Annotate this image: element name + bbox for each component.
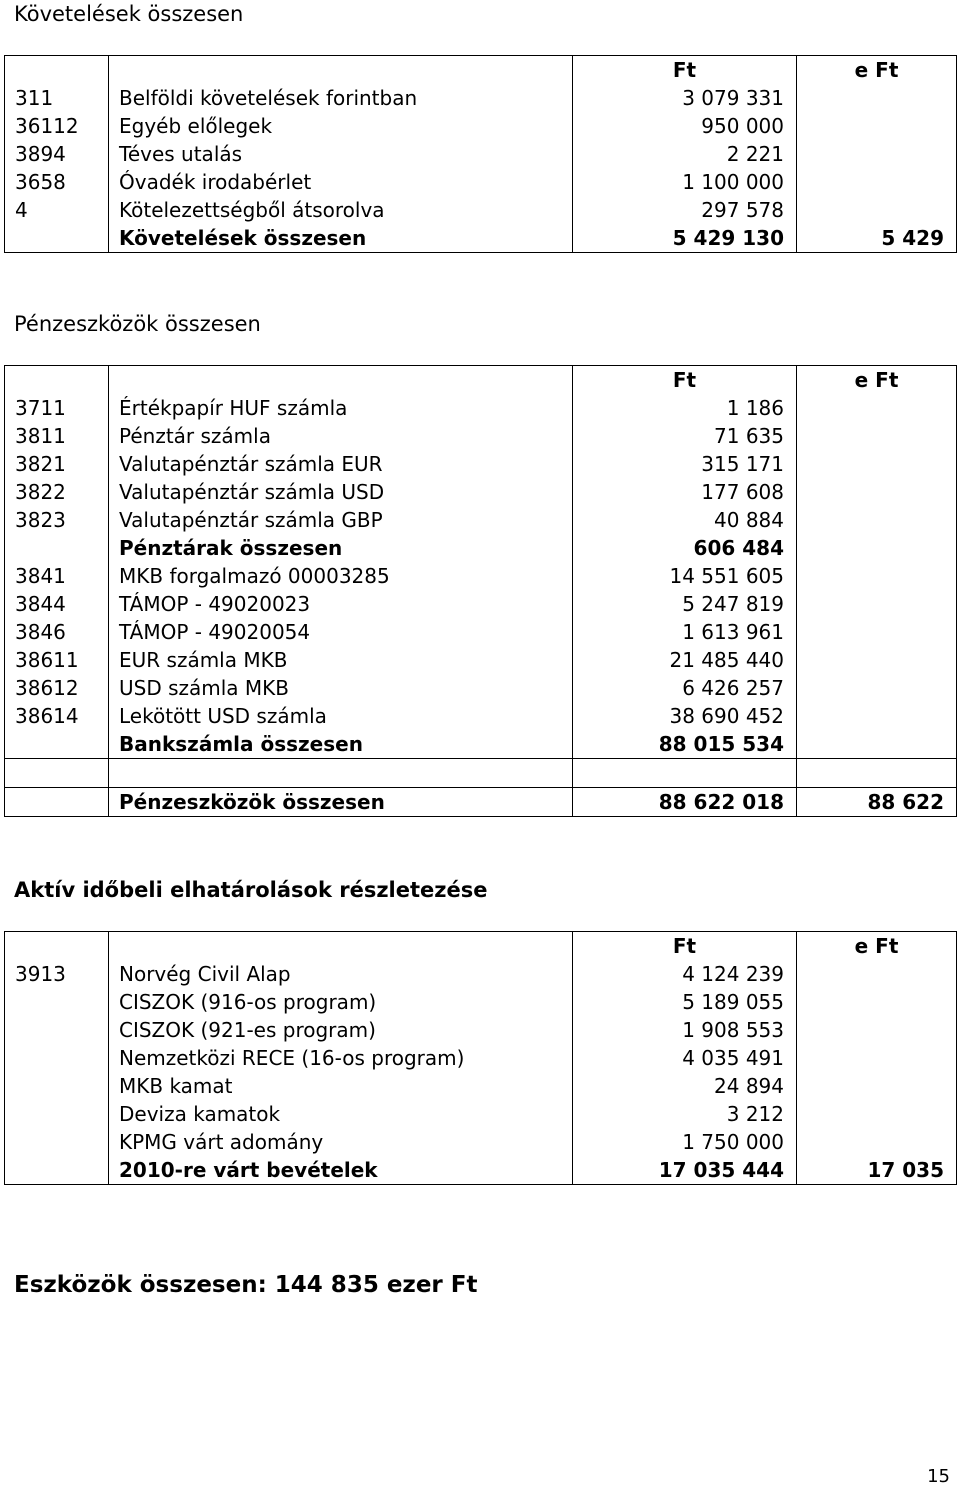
account-name: KPMG várt adomány — [109, 1128, 573, 1156]
account-code: 3841 — [5, 562, 109, 590]
amount-ft: 40 884 — [573, 506, 797, 534]
account-code — [5, 1072, 109, 1100]
table-row — [5, 422, 957, 450]
table-row — [5, 590, 957, 618]
table-row — [5, 618, 957, 646]
account-name: MKB kamat — [109, 1072, 573, 1100]
assets-total-summary: Eszközök összesen: 144 835 ezer Ft — [14, 1272, 478, 1298]
table-row — [5, 478, 957, 506]
table-row — [5, 988, 957, 1016]
account-code: 4 — [5, 196, 109, 224]
subtotal-label: Pénztárak összesen — [109, 534, 573, 562]
table-row — [5, 1100, 957, 1128]
empty-row — [5, 759, 957, 788]
amount-ft: 14 551 605 — [573, 562, 797, 590]
accruals-table — [4, 931, 957, 1185]
account-name: MKB forgalmazó 00003285 — [109, 562, 573, 590]
account-code: 3846 — [5, 618, 109, 646]
table-row — [5, 394, 957, 422]
account-code: 3822 — [5, 478, 109, 506]
amount-ft: 6 426 257 — [573, 674, 797, 702]
amount-ft: 71 635 — [573, 422, 797, 450]
col-header-ft: Ft — [573, 56, 797, 85]
page-number: 15 — [927, 1466, 950, 1487]
amount-ft: 38 690 452 — [573, 702, 797, 730]
amount-ft: 24 894 — [573, 1072, 797, 1100]
account-name: TÁMOP - 49020054 — [109, 618, 573, 646]
col-header-eft: e Ft — [797, 56, 957, 85]
account-name: EUR számla MKB — [109, 646, 573, 674]
subtotal-row — [5, 534, 957, 562]
account-code: 3658 — [5, 168, 109, 196]
total-amount-ft: 88 622 018 — [573, 788, 797, 817]
account-code: 3844 — [5, 590, 109, 618]
account-name: USD számla MKB — [109, 674, 573, 702]
amount-ft: 1 100 000 — [573, 168, 797, 196]
amount-ft: 1 908 553 — [573, 1016, 797, 1044]
account-code: 3894 — [5, 140, 109, 168]
section-title-accruals: Aktív időbeli elhatárolások részletezése — [14, 878, 488, 902]
account-code — [5, 1128, 109, 1156]
col-header-eft: e Ft — [797, 932, 957, 961]
table-row — [5, 506, 957, 534]
amount-ft: 315 171 — [573, 450, 797, 478]
table-row — [5, 450, 957, 478]
cash-table — [4, 365, 957, 817]
account-code: 38614 — [5, 702, 109, 730]
account-name: Értékpapír HUF számla — [109, 394, 573, 422]
total-amount-ft: 17 035 444 — [573, 1156, 797, 1185]
table-row — [5, 1044, 957, 1072]
account-code — [5, 1016, 109, 1044]
subtotal-row — [5, 730, 957, 759]
amount-ft: 21 485 440 — [573, 646, 797, 674]
amount-ft: 177 608 — [573, 478, 797, 506]
total-label: Követelések összesen — [109, 224, 573, 253]
account-name: Belföldi követelések forintban — [109, 84, 573, 112]
account-code: 3913 — [5, 960, 109, 988]
table-row — [5, 196, 957, 224]
table-row — [5, 1016, 957, 1044]
amount-ft: 5 189 055 — [573, 988, 797, 1016]
table-row — [5, 702, 957, 730]
account-name: Pénztár számla — [109, 422, 573, 450]
amount-ft: 950 000 — [573, 112, 797, 140]
table-row — [5, 84, 957, 112]
account-code: 3811 — [5, 422, 109, 450]
amount-ft: 2 221 — [573, 140, 797, 168]
amount-ft: 4 035 491 — [573, 1044, 797, 1072]
section-title-cash: Pénzeszközök összesen — [14, 312, 261, 336]
receivables-table — [4, 55, 957, 253]
amount-ft: 4 124 239 — [573, 960, 797, 988]
table-row — [5, 646, 957, 674]
col-header-eft: e Ft — [797, 366, 957, 395]
amount-ft: 1 186 — [573, 394, 797, 422]
total-row — [5, 788, 957, 817]
account-code — [5, 1044, 109, 1072]
col-header-ft: Ft — [573, 366, 797, 395]
total-amount-eft: 17 035 — [797, 1156, 957, 1185]
amount-ft: 297 578 — [573, 196, 797, 224]
account-name: Lekötött USD számla — [109, 702, 573, 730]
subtotal-label: Bankszámla összesen — [109, 730, 573, 759]
account-name: Valutapénztár számla EUR — [109, 450, 573, 478]
table-row — [5, 112, 957, 140]
subtotal-amount-ft: 606 484 — [573, 534, 797, 562]
amount-ft: 1 750 000 — [573, 1128, 797, 1156]
account-code: 36112 — [5, 112, 109, 140]
total-label: 2010-re várt bevételek — [109, 1156, 573, 1185]
subtotal-amount-ft: 88 015 534 — [573, 730, 797, 759]
table-header-row — [5, 932, 957, 961]
total-row — [5, 224, 957, 253]
account-name: Óvadék irodabérlet — [109, 168, 573, 196]
account-name: TÁMOP - 49020023 — [109, 590, 573, 618]
account-code: 38612 — [5, 674, 109, 702]
account-code: 3711 — [5, 394, 109, 422]
account-code — [5, 1100, 109, 1128]
table-row — [5, 1072, 957, 1100]
section-title-receivables: Követelések összesen — [14, 2, 244, 26]
account-code — [5, 988, 109, 1016]
account-name: Kötelezettségből átsorolva — [109, 196, 573, 224]
account-code: 3821 — [5, 450, 109, 478]
table-row — [5, 1128, 957, 1156]
account-name: Téves utalás — [109, 140, 573, 168]
account-name: Valutapénztár számla USD — [109, 478, 573, 506]
total-label: Pénzeszközök összesen — [109, 788, 573, 817]
account-code: 38611 — [5, 646, 109, 674]
total-amount-eft: 5 429 — [797, 224, 957, 253]
account-name: Egyéb előlegek — [109, 112, 573, 140]
table-row — [5, 168, 957, 196]
table-row — [5, 674, 957, 702]
table-row — [5, 562, 957, 590]
table-header-row — [5, 56, 957, 85]
total-amount-ft: 5 429 130 — [573, 224, 797, 253]
amount-ft: 3 212 — [573, 1100, 797, 1128]
account-name: CISZOK (921-es program) — [109, 1016, 573, 1044]
account-name: Valutapénztár számla GBP — [109, 506, 573, 534]
amount-ft: 5 247 819 — [573, 590, 797, 618]
account-code: 311 — [5, 84, 109, 112]
amount-ft: 1 613 961 — [573, 618, 797, 646]
account-code: 3823 — [5, 506, 109, 534]
account-name: Norvég Civil Alap — [109, 960, 573, 988]
table-row — [5, 140, 957, 168]
account-name: Nemzetközi RECE (16-os program) — [109, 1044, 573, 1072]
account-name: Deviza kamatok — [109, 1100, 573, 1128]
col-header-ft: Ft — [573, 932, 797, 961]
table-header-row — [5, 366, 957, 395]
account-name: CISZOK (916-os program) — [109, 988, 573, 1016]
amount-ft: 3 079 331 — [573, 84, 797, 112]
table-row — [5, 960, 957, 988]
total-amount-eft: 88 622 — [797, 788, 957, 817]
total-row — [5, 1156, 957, 1185]
